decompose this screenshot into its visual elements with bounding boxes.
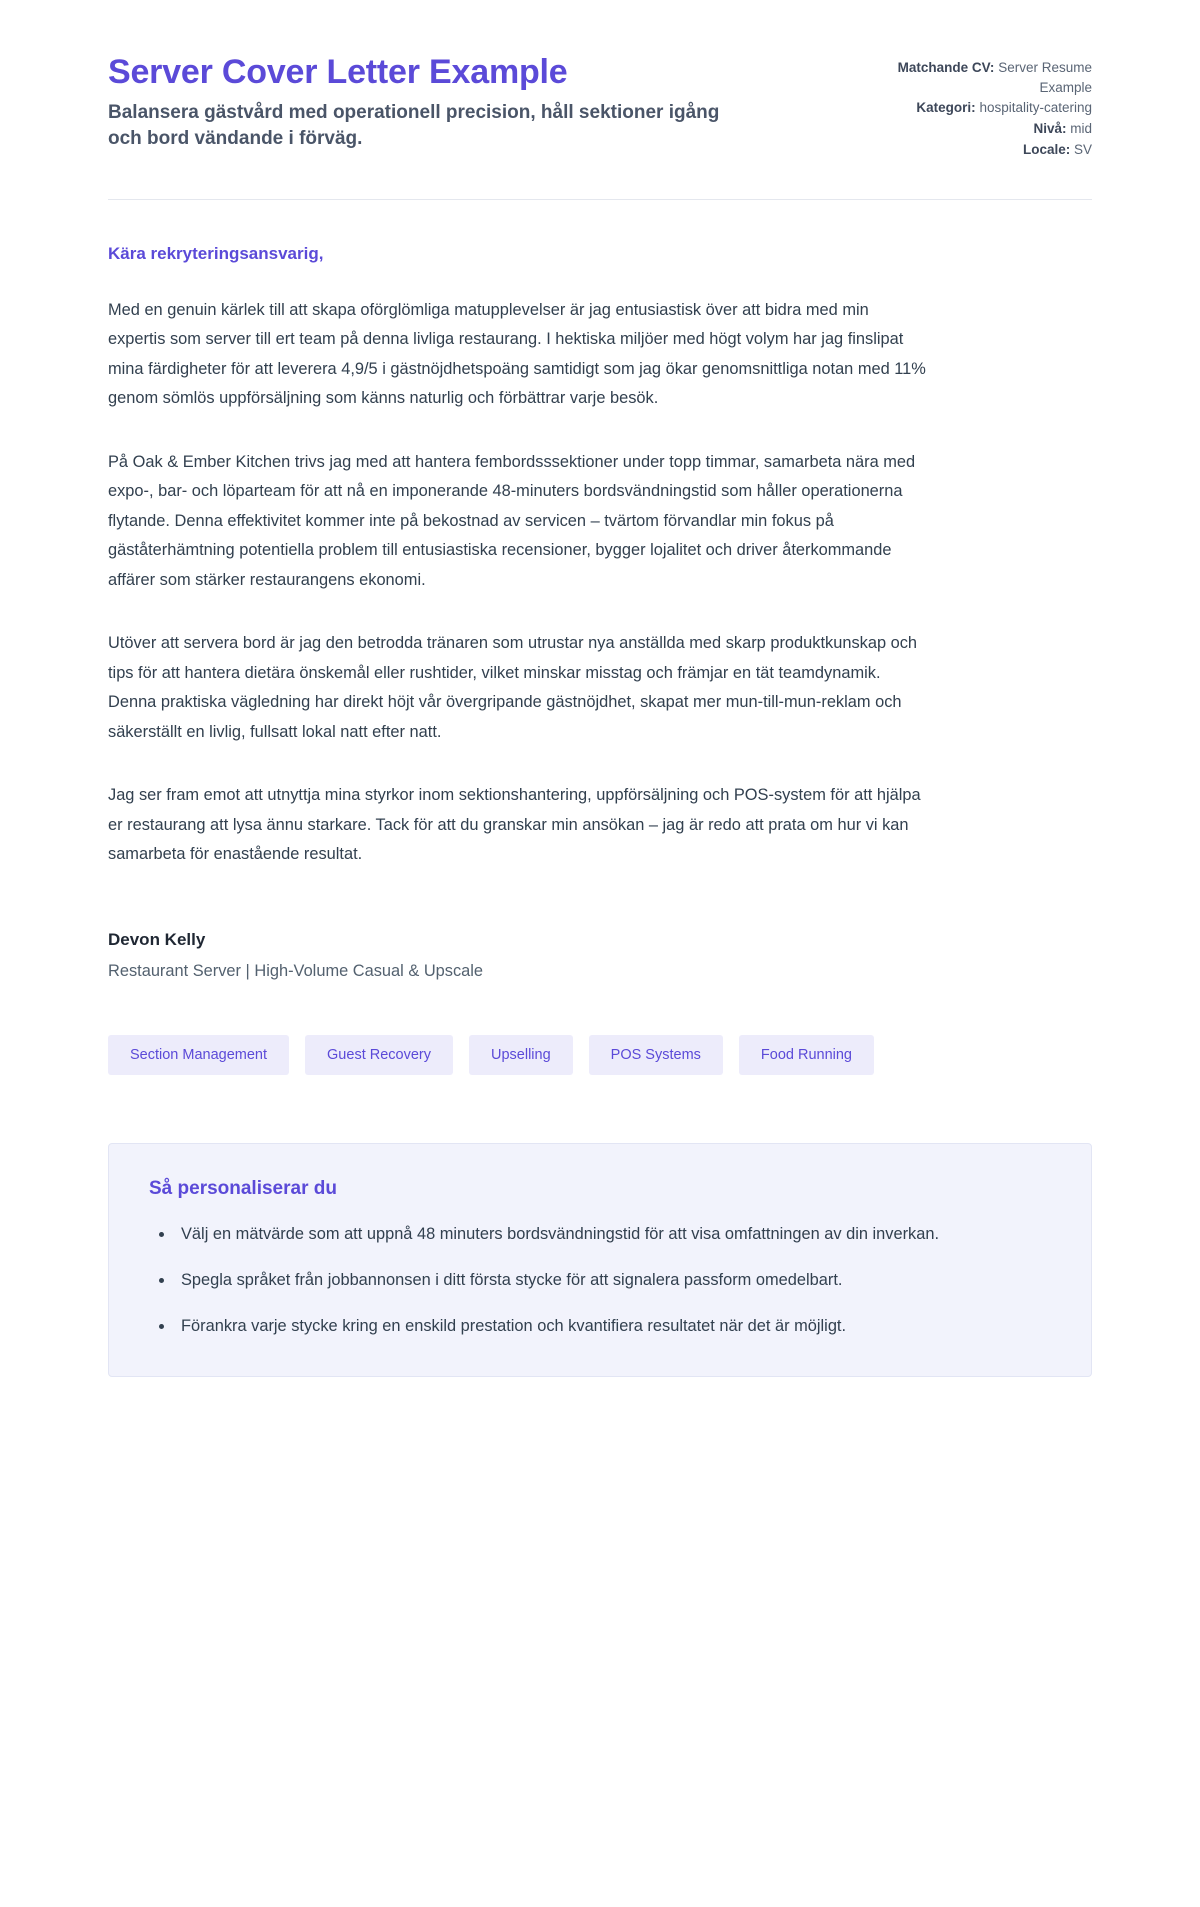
meta-level-label: Nivå: [1033, 121, 1067, 137]
callout-tip-item: • Välj en mätvärde som att uppnå 48 minuters bordsvändningstid för att visa omfattningen av din inverkan. [175, 1220, 1051, 1249]
callout-tip-list [149, 1220, 1051, 1342]
meta-locale-value: SV [1073, 141, 1092, 157]
meta-locale-label: Locale: [1022, 141, 1071, 157]
letter-paragraph: På Oak & Ember Kitchen trivs jag med att hantera fembordsssektioner under topp timmar, samarbeta nära med expo-, bar- och löparteam för att nå en imponerande 48-minuters bordsvändningstid som håller operationerna flytande. Denna effektivitet kommer inte på bekostnad av servicen – tvärtom förvandlar min fokus på gäståterhämtning potentiella problem till entusiastiska recensioner, bygger lojalitet och driver återkommande affärer som stärker restaurangens ekonomi. [108, 452, 916, 589]
meta-matching-cv-value: Server Resume Example [998, 60, 1092, 95]
meta-matching-cv-label: Matchande CV: [897, 60, 995, 75]
document-metadata [892, 52, 1092, 161]
letter-paragraph: Jag ser fram emot att utnyttja mina styrkor inom sektionshantering, uppförsäljning och POS-system för att hjälpa er restaurang att lysa ännu starkare. Tack för att du granskar min ansökan – jag är redo att prata om hur vi kan samarbeta för enastående resultat. [108, 786, 921, 864]
header-title-block [108, 52, 852, 151]
cover-letter-body [108, 200, 1092, 1377]
callout-title: Så personaliserar du [149, 1178, 337, 1200]
meta-category-label: Kategori: [916, 100, 976, 116]
meta-matching-cv [892, 58, 1092, 97]
signature-block [108, 930, 1092, 981]
callout-tip-item: • Spegla språket från jobbannonsen i ditt första stycke för att signalera passform omedelbart. [175, 1266, 1051, 1295]
letter-paragraph: Med en genuin kärlek till att skapa oförglömliga matupplevelser är jag entusiastisk över att bidra med min expertis som server till ert team på denna livliga restaurang. I hektiska miljöer med högt volym har jag finslipat mina färdigheter för att leverera 4,9/5 i gästnöjdhetspoäng samtidigt som jag ökar genomsnittliga notan med 11% genom sömlös uppförsäljning som känns naturlig och förbättrar varje besök. [108, 300, 926, 408]
skill-tag[interactable]: Food Running [739, 1035, 874, 1075]
skill-tag[interactable]: Section Management [108, 1035, 289, 1075]
skill-tag[interactable]: POS Systems [589, 1035, 723, 1075]
meta-category [892, 98, 1092, 118]
letter-salutation: Kära rekryteringsansvarig, [108, 243, 324, 263]
skill-tag[interactable]: Guest Recovery [305, 1035, 453, 1075]
personalization-callout [108, 1143, 1092, 1377]
letter-paragraph: Utöver att servera bord är jag den betrodda tränaren som utrustar nya anställda med skarp produktkunskap och tips för att hantera dietära önskemål eller rushtider, vilket minskar misstag och främjar en tät teamdynamik. Denna praktiska vägledning har direkt höjt vår övergripande gästnöjdhet, skapat mer mun-till-mun-reklam och säkerställt en livlig, fullsatt lokal natt efter natt. [108, 634, 918, 741]
meta-locale [892, 140, 1092, 160]
meta-category-value: hospitality-catering [979, 100, 1092, 116]
page-title: Server Cover Letter Example [108, 53, 568, 91]
meta-level [892, 119, 1092, 139]
skill-tag-list [108, 1035, 1092, 1075]
signature-name: Devon Kelly [108, 930, 206, 950]
meta-level-value: mid [1070, 121, 1092, 137]
callout-tip-item: • Förankra varje stycke kring en enskild prestation och kvantifiera resultatet när det är möjligt. [175, 1312, 1051, 1341]
page-subtitle: Balansera gästvård med operationell precision, håll sektioner igång och bord vändande i förväg. [108, 102, 720, 149]
skill-tag[interactable]: Upselling [469, 1035, 573, 1075]
document-header [108, 52, 1092, 161]
signature-role: Restaurant Server | High-Volume Casual & Upscale [108, 962, 484, 981]
